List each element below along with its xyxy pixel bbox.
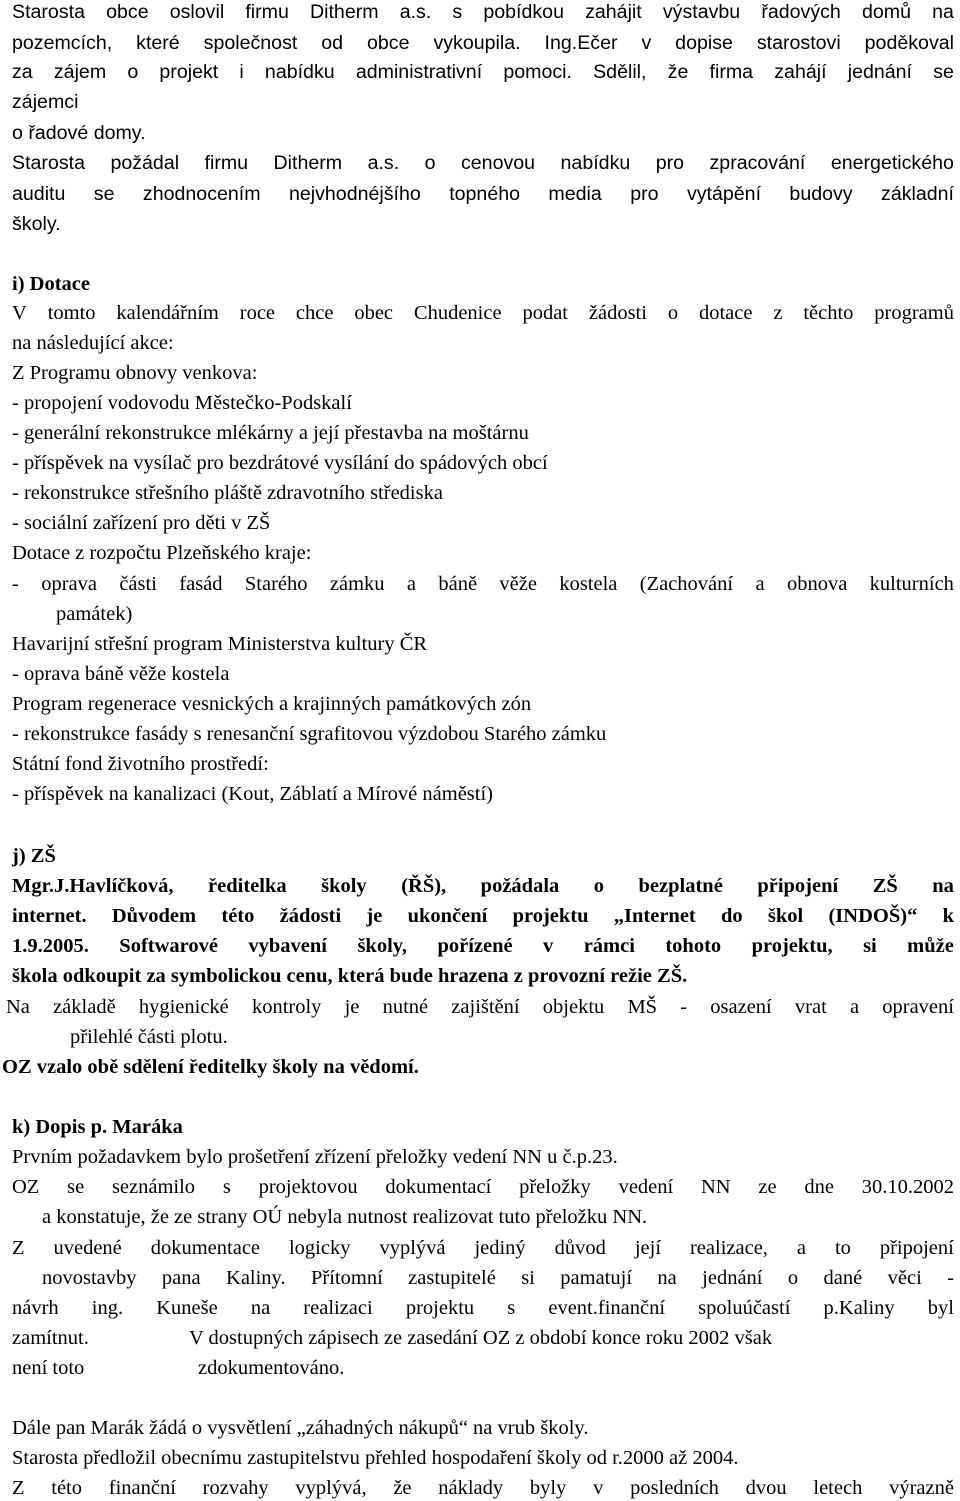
text-line: Starosta předložil obecnímu zastupitelstvu přehled hospodaření školy od r.2000 až 2004. xyxy=(12,1447,739,1469)
list-item: - sociální zařízení pro děti v ZŠ xyxy=(12,512,271,534)
text-line: na následující akce: xyxy=(12,332,174,354)
list-item: - příspěvek na vysílač pro bezdrátové vysílání do spádových obcí xyxy=(12,452,548,474)
list-item: - rekonstrukce fasády s renesanční sgrafitovou výzdobou Starého zámku xyxy=(12,723,607,745)
text-line: V tomto kalendářním roce chce obec Chudenice podat žádosti o dotace z těchto programů xyxy=(12,302,954,324)
text-line: Z uvedené dokumentace logicky vyplývá jediný důvod její realizace, a to připojení xyxy=(12,1237,954,1259)
text-line: Dále pan Marák žádá o vysvětlení „záhadných nákupů“ na vrub školy. xyxy=(12,1417,589,1439)
text-line: Program regenerace vesnických a krajinných památkových zón xyxy=(12,693,532,715)
section-heading-dopis: k) Dopis p. Maráka xyxy=(12,1116,183,1138)
text-line: Z Programu obnovy venkova: xyxy=(12,362,258,384)
section-heading-zs: j) ZŠ xyxy=(12,845,56,867)
intro-line: o řadové domy. xyxy=(12,122,146,144)
text-line: V dostupných zápisech ze zasedání OZ z období konce roku 2002 však xyxy=(189,1327,773,1349)
text-line: návrh ing. Kuneše na realizaci projektu s event.finanční spoluúčastí p.Kaliny byl xyxy=(12,1297,954,1319)
text-line: Na základě hygienické kontroly je nutné zajištění objektu MŠ - osazení vrat a opravení xyxy=(6,996,954,1018)
council-note: OZ vzalo obě sdělení ředitelky školy na vědomí. xyxy=(2,1056,419,1078)
intro-line: školy. xyxy=(12,213,61,235)
text-line: zamítnut. xyxy=(12,1327,89,1349)
intro-line: auditu se zhodnocením nejvhodnéjšího topného media pro vytápění budovy základní xyxy=(12,183,954,205)
list-item: - oprava části fasád Starého zámku a báně věže kostela (Zachování a obnova kulturních xyxy=(12,573,954,595)
list-item: - generální rekonstrukce mlékárny a její přestavba na moštárnu xyxy=(12,422,529,444)
intro-line: zájemci xyxy=(12,91,79,113)
bold-text-line: Mgr.J.Havlíčková, ředitelka školy (ŘŠ), požádala o bezplatné připojení ZŠ na xyxy=(12,875,954,897)
list-item: - rekonstrukce střešního pláště zdravotního střediska xyxy=(12,482,443,504)
text-line: Dotace z rozpočtu Plzeňského kraje: xyxy=(12,542,312,564)
text-line: zdokumentováno. xyxy=(198,1357,345,1379)
intro-line: za zájem o projekt i nabídku administrativní pomoci. Sdělil, že firma zahájí jednání se xyxy=(12,61,954,83)
intro-line: Starosta obce oslovil firmu Ditherm a.s. s pobídkou zahájit výstavbu řadových domů na xyxy=(12,1,954,23)
list-item-continuation: památek) xyxy=(56,603,133,625)
text-line: novostavby pana Kaliny. Přítomní zastupitelé si pamatují na jednání o dané věci - xyxy=(42,1267,954,1289)
bold-text-line: 1.9.2005. Softwarové vybavení školy, pořízené v rámci tohoto projektu, si může xyxy=(12,935,954,957)
text-line: přilehlé části plotu. xyxy=(70,1026,228,1048)
list-item: - příspěvek na kanalizaci (Kout, Záblatí a Mírové náměstí) xyxy=(12,783,493,805)
text-line: Z této finanční rozvahy vyplývá, že náklady byly v posledních dvou letech výrazně xyxy=(12,1477,954,1499)
bold-text-line: internet. Důvodem této žádosti je ukončení projektu „Internet do škol (INDOŠ)“ k xyxy=(12,905,954,927)
text-line: Prvním požadavkem bylo prošetření zřízení přeložky vedení NN u č.p.23. xyxy=(12,1146,618,1168)
text-line: a konstatuje, že ze strany OÚ nebyla nutnost realizovat tuto přeložku NN. xyxy=(42,1206,648,1228)
intro-line: Starosta požádal firmu Ditherm a.s. o cenovou nabídku pro zpracování energetického xyxy=(12,152,954,174)
intro-line: pozemcích, které společnost od obce vykoupila. Ing.Ečer v dopise starostovi poděkoval xyxy=(12,32,954,54)
section-heading-dotace: i) Dotace xyxy=(12,273,90,295)
text-line: Státní fond životního prostředí: xyxy=(12,753,269,775)
text-line: není toto xyxy=(12,1357,85,1379)
list-item: - propojení vodovodu Městečko-Podskalí xyxy=(12,392,352,414)
text-line: Havarijní střešní program Ministerstva kultury ČR xyxy=(12,633,428,655)
bold-text-line: škola odkoupit za symbolickou cenu, která bude hrazena z provozní režie ZŠ. xyxy=(12,965,688,987)
text-line: OZ se seznámilo s projektovou dokumentací přeložky vedení NN ze dne 30.10.2002 xyxy=(12,1176,954,1198)
list-item: - oprava báně věže kostela xyxy=(12,663,230,685)
